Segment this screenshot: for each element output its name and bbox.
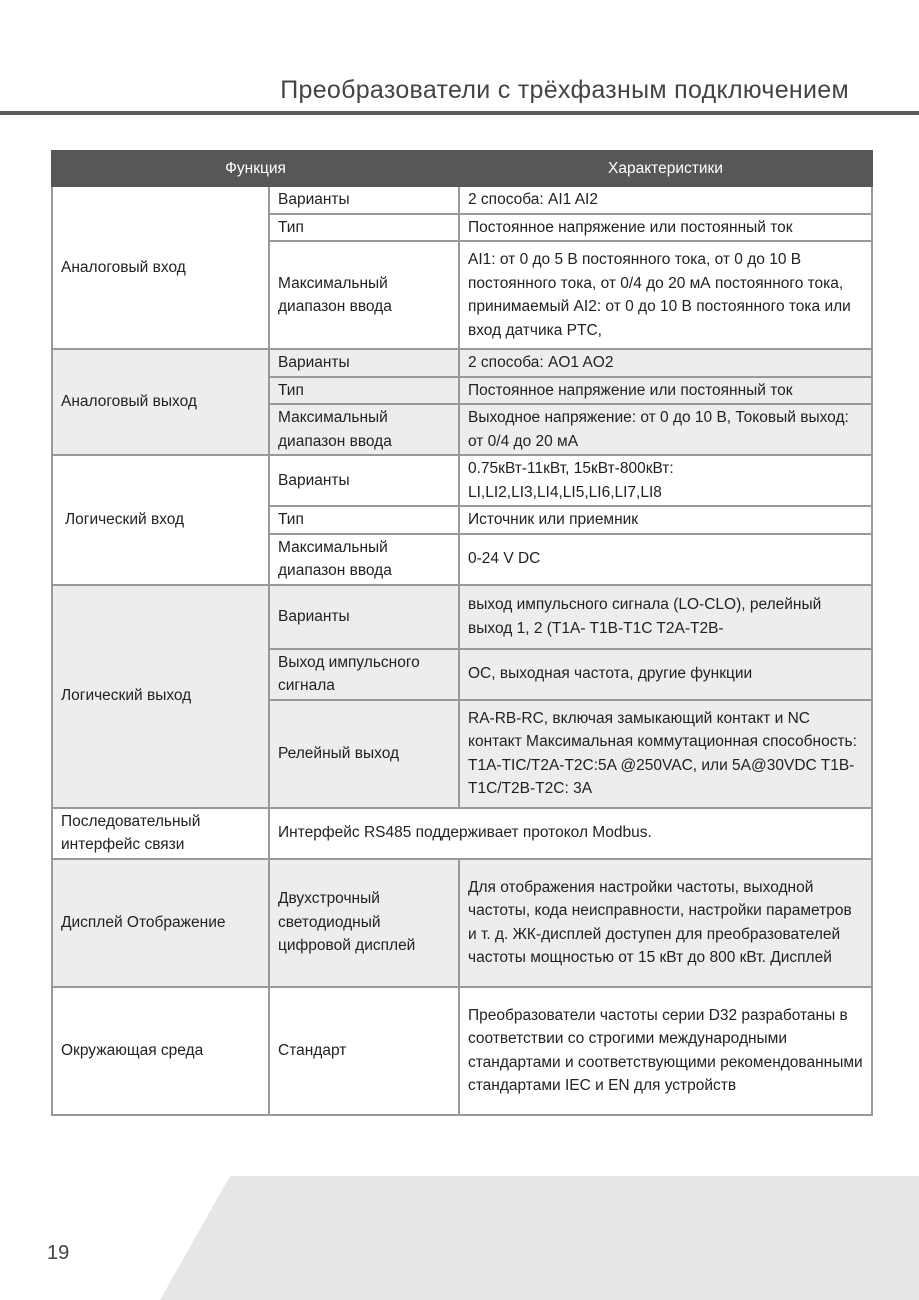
value-cell: RA-RB-RC, включая замыкающий контакт и NC контакт Максимальная коммутационная способность: T1A-TIC/T2A-T2C:5A @250VAC, или 5A@30VDC T1B-T1C/T2B-T2C: 3A — [459, 700, 872, 808]
parameter-cell: Тип — [269, 377, 459, 405]
value-cell: Интерфейс RS485 поддерживает протокол Modbus. — [269, 808, 872, 859]
table-row — [52, 186, 872, 214]
table-row — [52, 859, 872, 987]
parameter-cell: Варианты — [269, 349, 459, 377]
function-cell: Дисплей Отображение — [52, 859, 269, 987]
table-header-row — [52, 151, 872, 186]
value-cell: Постоянное напряжение или постоянный ток — [459, 377, 872, 405]
function-cell: Логический вход — [52, 455, 269, 585]
function-cell: Окружающая среда — [52, 987, 269, 1115]
page-title: Преобразователи с трёхфазным подключением — [280, 76, 849, 104]
table-row — [52, 585, 872, 649]
page-number: 19 — [47, 1242, 70, 1264]
column-header-specifications: Характеристики — [459, 151, 872, 186]
function-cell: Последовательный интерфейс связи — [52, 808, 269, 859]
parameter-cell: Выход импульсного сигнала — [269, 649, 459, 700]
value-cell: Для отображения настройки частоты, выходной частоты, кода неисправности, настройки параметров и т. д. ЖК-дисплей доступен для преобразователей частоты мощностью от 15 кВт до 800 кВт. Дисплей — [459, 859, 872, 987]
table-row — [52, 987, 872, 1115]
parameter-cell: Варианты — [269, 186, 459, 214]
parameter-cell: Максимальный диапазон ввода — [269, 404, 459, 455]
value-cell: AI1: от 0 до 5 В постоянного тока, от 0 до 10 В постоянного тока, от 0/4 до 20 мА постоянного тока, принимаемый AI2: от 0 до 10 В постоянного тока или вход датчика PTC, — [459, 241, 872, 349]
header-divider — [0, 111, 919, 115]
specifications-table — [51, 150, 873, 1116]
table-row — [52, 808, 872, 859]
column-header-function: Функция — [52, 151, 459, 186]
parameter-cell: Тип — [269, 506, 459, 534]
parameter-cell: Варианты — [269, 455, 459, 506]
table-row — [52, 455, 872, 506]
parameter-cell: Тип — [269, 214, 459, 242]
parameter-cell: Двухстрочный светодиодный цифровой дисплей — [269, 859, 459, 987]
table-row — [52, 349, 872, 377]
parameter-cell: Максимальный диапазон ввода — [269, 534, 459, 585]
value-cell: Выходное напряжение: от 0 до 10 В, Токовый выход: от 0/4 до 20 мА — [459, 404, 872, 455]
value-cell: Преобразователи частоты серии D32 разработаны в соответствии со строгими международными стандартами и соответствующими рекомендованными стандартами IEC и EN для устройств — [459, 987, 872, 1115]
parameter-cell: Варианты — [269, 585, 459, 649]
value-cell: Источник или приемник — [459, 506, 872, 534]
value-cell: 2 способа: AI1 AI2 — [459, 186, 872, 214]
value-cell: выход импульсного сигнала (LO-CLO), релейный выход 1, 2 (T1A- T1B-T1C T2A-T2B- — [459, 585, 872, 649]
function-cell: Логический выход — [52, 585, 269, 808]
value-cell: 0.75кВт-11кВт, 15кВт-800кВт: LI,LI2,LI3,LI4,LI5,LI6,LI7,LI8 — [459, 455, 872, 506]
function-cell: Аналоговый выход — [52, 349, 269, 455]
footer-background-shape — [160, 1176, 919, 1300]
function-cell: Аналоговый вход — [52, 186, 269, 349]
value-cell: 2 способа: AO1 AO2 — [459, 349, 872, 377]
value-cell: Постоянное напряжение или постоянный ток — [459, 214, 872, 242]
value-cell: OC, выходная частота, другие функции — [459, 649, 872, 700]
parameter-cell: Стандарт — [269, 987, 459, 1115]
value-cell: 0-24 V DC — [459, 534, 872, 585]
parameter-cell: Максимальный диапазон ввода — [269, 241, 459, 349]
parameter-cell: Релейный выход — [269, 700, 459, 808]
